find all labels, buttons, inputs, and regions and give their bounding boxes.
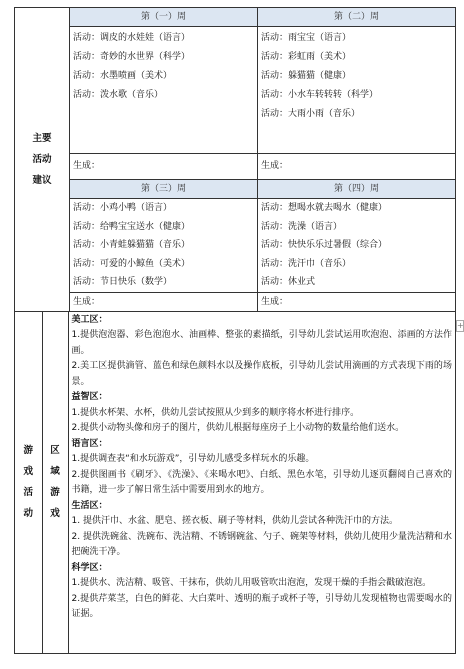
activity-item: 活动：调皮的水娃娃（语言） — [73, 33, 191, 43]
area-heading: 生活区： — [71, 500, 108, 511]
activity-item: 活动：彩虹雨（美术） — [261, 52, 352, 62]
week-activities — [70, 199, 258, 293]
area-games-label — [42, 312, 68, 653]
activity-item: 活动：休业式 — [261, 277, 316, 287]
activity-item: 活动：小青蛙躲猫猫（音乐） — [73, 240, 191, 250]
area-item: 2.提供芹菜茎，白色的鲜花、大白菜叶、透明的瓶子或杯子等，引导幼儿发现植物也需要喝水的证据。 — [71, 593, 452, 619]
game-label-char: 戏 — [23, 466, 33, 477]
activity-item: 活动：节日快乐（数学） — [73, 277, 173, 287]
area-heading: 语言区： — [71, 438, 108, 449]
activity-item: 活动：小水车转转转（科学） — [261, 90, 379, 100]
area-item: 2.提供图画书《刷牙》、《洗澡》、《来喝水吧》、白纸、黑色水笔，引导幼儿逐页翻阅自己喜欢的书籍，进一步了解日常生活中需要用到水的地方。 — [71, 469, 452, 495]
week-title: 第（一）周 — [70, 8, 258, 27]
activity-item: 活动：可爱的小鲸鱼（美术） — [73, 258, 191, 269]
area-item: 2. 提供洗碗盆、洗碗布、洗洁精、不锈钢碗盆、勺子、碗架等材料，供幼儿使用少量洗洁精和水把碗洗干净。 — [71, 531, 452, 557]
area-label-char: 区 — [50, 445, 60, 456]
activity-item: 活动：洗澡（语言） — [261, 221, 343, 232]
activity-item: 活动：给鸭宝宝送水（健康） — [73, 221, 191, 232]
table-resize-handle[interactable]: + — [457, 321, 464, 330]
area-heading: 益智区： — [71, 392, 108, 402]
area-item: 2.提供小动物头像和房子的图片，供幼儿根据每座房子上小动物的数量给他们送水。 — [71, 423, 405, 433]
generation-cell: 生成： — [258, 292, 456, 311]
activity-item: 活动：小鸡小鸭（语言） — [73, 203, 173, 213]
area-item: 1.提供调查表“和水玩游戏”，引导幼儿感受多样玩水的乐趣。 — [71, 454, 315, 464]
activity-item: 活动：泼水歌（音乐） — [73, 90, 164, 100]
week-activities — [70, 27, 258, 154]
week-title: 第（三）周 — [70, 180, 258, 199]
plan-sheet — [14, 7, 455, 662]
area-item: 1.提供泡泡器、彩色泡泡水、油画棒、整张的素描纸，引导幼儿尝试运用吹泡泡、添画的方法作画。 — [71, 330, 452, 356]
area-label-char: 域 — [50, 466, 60, 477]
activity-item: 活动：快快乐乐过暑假（综合） — [261, 240, 388, 250]
area-item: 1.提供水杯架、水杯，供幼儿尝试按照从少到多的顺序将水杯进行排序。 — [71, 407, 360, 418]
area-heading: 科学区： — [71, 562, 108, 573]
main-label-line: 建议 — [32, 174, 52, 186]
area-item: 2.美工区提供滴管、蓝色和绿色颜料水以及操作底板，引导幼儿尝试用滴画的方式表现下雨的场景。 — [71, 361, 452, 387]
main-label-line: 主要 — [32, 132, 52, 144]
week-activities — [258, 27, 456, 154]
activity-item: 活动：雨宝宝（语言） — [261, 33, 352, 43]
area-item: 1.提供水、洗洁精、吸管、干抹布，供幼儿用吸管吹出泡泡，发现干燥的手指会戳破泡泡。 — [71, 578, 432, 588]
week-title: 第（四）周 — [258, 180, 456, 199]
area-heading: 美工区： — [71, 314, 108, 325]
activity-item: 活动：水墨喷画（美术） — [73, 71, 173, 81]
games-section — [15, 311, 456, 653]
game-label-char: 动 — [23, 508, 33, 519]
week-title: 第（二）周 — [258, 8, 456, 27]
main-activities-label — [15, 8, 70, 312]
area-content — [68, 312, 454, 653]
area-item: 1. 提供汗巾、水盆、肥皂、搓衣板、刷子等材料，供幼儿尝试各种洗汗巾的方法。 — [71, 516, 398, 526]
main-label-line: 活动 — [32, 153, 52, 165]
activity-item: 活动：躲猫猫（健康） — [261, 71, 352, 81]
activity-item: 活动：想喝水就去喝水（健康） — [261, 203, 388, 213]
game-activities-label — [15, 312, 42, 653]
activity-item: 活动：大雨小雨（音乐） — [261, 109, 361, 119]
game-label-char: 游 — [23, 445, 33, 456]
plan-table — [14, 7, 456, 654]
game-label-char: 活 — [23, 487, 33, 498]
generation-cell: 生成： — [70, 154, 258, 180]
area-label-char: 游 — [50, 487, 60, 498]
area-label-char: 戏 — [50, 508, 60, 519]
activity-item: 活动：洗汗巾（音乐） — [261, 258, 352, 269]
week-activities — [258, 199, 456, 293]
generation-cell: 生成： — [70, 292, 258, 311]
activity-item: 活动：奇妙的水世界（科学） — [73, 52, 191, 62]
generation-cell: 生成： — [258, 154, 456, 180]
